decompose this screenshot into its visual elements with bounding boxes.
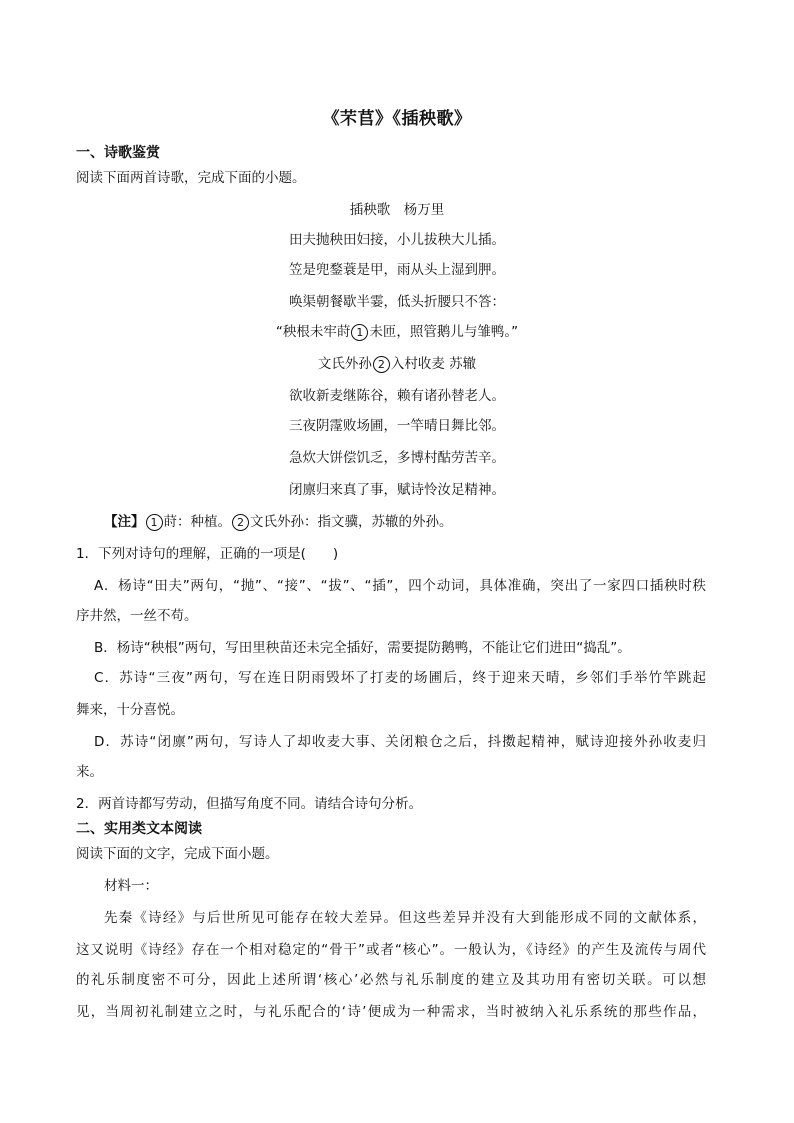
section-heading-poetry: 一、诗歌鉴赏	[76, 145, 160, 161]
option-a-line-2: 序井然，一丝不苟。	[76, 608, 198, 624]
annotation-note	[104, 510, 453, 531]
material-line-2: 这又说明《诗经》存在一个相对稳定的“骨干”或者“核心”。一般认为，《诗经》的产生及流传与周代	[76, 942, 706, 958]
material-line-4: 见，当周初礼制建立之时，与礼乐配合的‘诗’便成为一种需求，当时被纳入礼乐系统的那些作品，	[76, 1004, 706, 1020]
note-text-2: 文氏外孙：指文骥，苏辙的外孙。	[250, 514, 453, 530]
poem1-line-4-part-b: 未匝，照管鹅儿与雏鸭。”	[369, 324, 519, 340]
question-1-stem: 1．下列对诗句的理解，正确的一项是( )	[76, 546, 339, 562]
poem1-line-4-part-a: “秧根未牢莳	[275, 324, 351, 340]
note-marker-2: 2	[373, 356, 390, 373]
note-marker-1: 1	[351, 324, 368, 341]
poem2-title-part-a: 文氏外孙	[317, 356, 372, 372]
practical-instruction: 阅读下面的文字，完成下面小题。	[76, 846, 279, 862]
poem2-title	[0, 352, 794, 373]
poem1-line-3: 唤渠朝餐歇半霎，低头折腰只不答：	[289, 294, 505, 310]
note-num-1: 1	[146, 514, 163, 531]
question-2: 2．两首诗都写劳动，但描写角度不同。请结合诗句分析。	[76, 796, 423, 812]
poem2-line-2: 三夜阴霪败场圃，一竿晴日舞比邻。	[289, 418, 505, 434]
section-heading-practical: 二、实用类文本阅读	[76, 821, 202, 837]
poem1-line-2: 笠是兜鍪蓑是甲，雨从头上湿到胛。	[289, 262, 505, 278]
poem2-line-4: 闭廪归来真了事，赋诗怜汝足精神。	[289, 482, 505, 498]
poem1-line-1: 田夫抛秧田妇接，小儿拔秧大儿插。	[289, 232, 505, 248]
poem2-line-3: 急炊大饼偿饥乏，多博村酤劳苦辛。	[289, 450, 505, 466]
material-label: 材料一：	[104, 878, 158, 894]
poem1-title: 插秧歌 杨万里	[349, 202, 445, 218]
option-a-line-1: A．杨诗“田夫”两句，“抛”、“接”、“拔”、“插”，四个动词，具体准确，突出了一家四口插秧时秩	[94, 578, 706, 594]
page-title: 《芣苢》《插秧歌》	[322, 109, 472, 129]
option-b: B．杨诗“秧根”两句，写田里秧苗还未完全插好，需要提防鹅鸭，不能让它们进田“捣乱”。	[94, 640, 631, 656]
material-line-1: 先秦《诗经》与后世所见可能存在较大差异。但这些差异并没有大到能形成不同的文献体系，	[104, 910, 706, 926]
note-num-2: 2	[232, 514, 249, 531]
option-c-line-2: 舞来，十分喜悦。	[76, 702, 184, 718]
poetry-instruction: 阅读下面两首诗歌，完成下面的小题。	[76, 170, 306, 186]
note-text-1: 莳：种植。	[163, 514, 231, 530]
poem1-line-4	[0, 320, 794, 341]
option-d-line-1: D．苏诗“闭廪”两句，写诗人了却收麦大事、关闭粮仓之后，抖擞起精神，赋诗迎接外孙收麦归	[94, 734, 706, 750]
material-line-3: 的礼乐制度密不可分，因此上述所谓‘核心’必然与礼乐制度的建立及其功用有密切关联。可以想	[76, 972, 706, 988]
option-c-line-1: C．苏诗“三夜”两句，写在连日阴雨毁坏了打麦的场圃后，终于迎来天晴，乡邻们手举竹竿跳起	[94, 670, 706, 686]
option-d-line-2: 来。	[76, 764, 103, 780]
note-prefix: 【注】	[104, 514, 145, 530]
poem2-title-part-b: 入村收麦 苏辙	[390, 356, 477, 372]
poem2-line-1: 欲收新麦继陈谷，赖有诸孙替老人。	[289, 388, 505, 404]
